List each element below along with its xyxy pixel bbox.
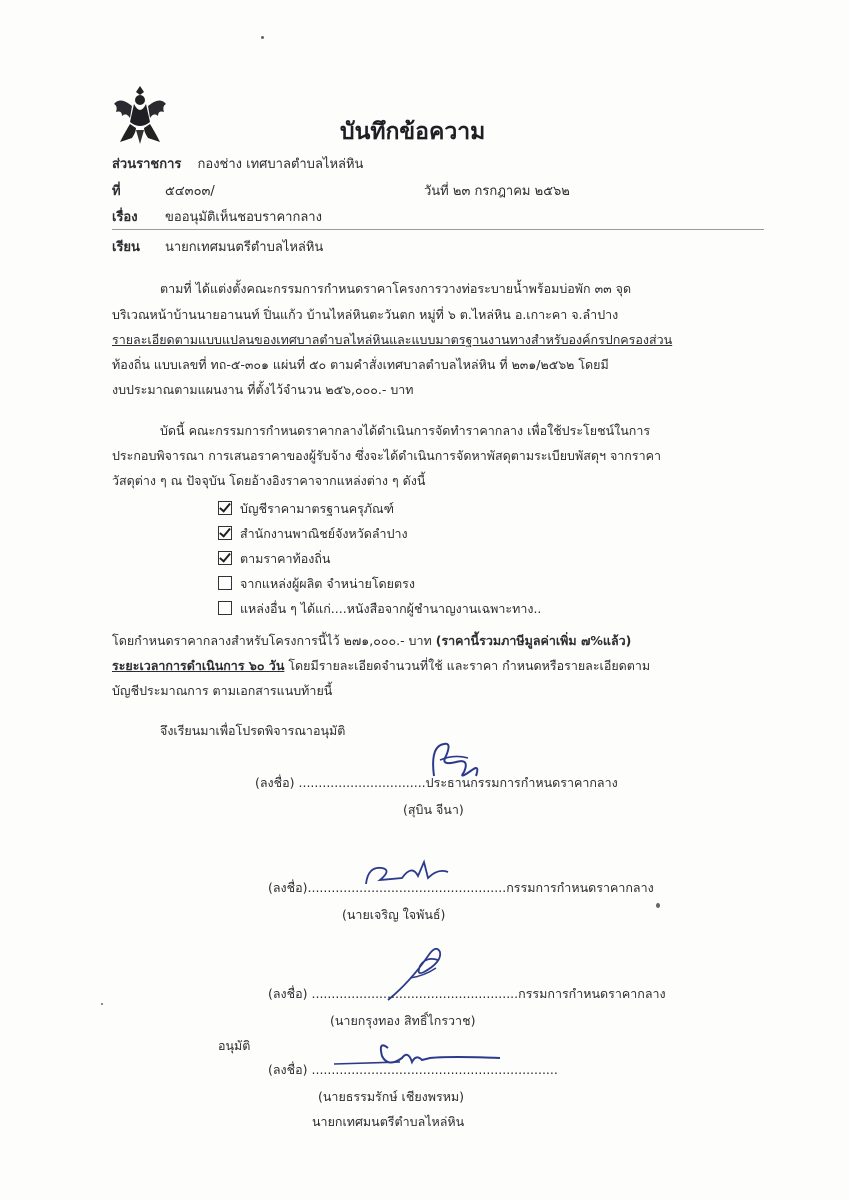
date-value: วันที่ ๒๓ กรกฎาคม ๒๕๖๒: [424, 184, 570, 199]
checkbox[interactable]: [218, 501, 232, 515]
signature-line: [268, 878, 654, 898]
p1-line-3: รายละเอียดตามแบบแปลนของเทศบาลตำบลไหล่หินและแบบมาตรฐานงานทางสำหรับองค์กรปกครองส่วน: [112, 332, 673, 347]
source-item: [218, 549, 330, 569]
closing-text: จึงเรียนมาเพื่อโปรดพิจารณาอนุมัติ: [160, 723, 346, 738]
signer-name: (นายกรุงทอง สิทธิ์ไกรวาช): [330, 1013, 476, 1028]
source-item: [218, 499, 394, 519]
source-item: [218, 599, 541, 619]
subject-label: เรื่อง: [112, 210, 138, 225]
ref-label: ที่: [112, 184, 121, 199]
signer-name: (นายเจริญ ใจพันธ์): [342, 907, 446, 922]
department-row: [112, 153, 363, 174]
scan-speck: [656, 903, 660, 908]
source-label: บัญชีราคามาตรฐานครุภัณฑ์: [240, 501, 395, 516]
p2-line-3: วัสดุต่าง ๆ ณ ปัจจุบัน โดยอ้างอิงราคาจากแหล่งต่าง ๆ ดังนี้: [112, 473, 426, 488]
p3-line-2: [112, 656, 650, 676]
approver-title: นายกเทศมนตรีตำบลไหล่หิน: [312, 1114, 465, 1129]
checkbox[interactable]: [218, 551, 232, 565]
department-value: กองช่าง เทศบาลตำบลไหล่หิน: [197, 157, 364, 172]
ref-value: ๕๔๓๐๓/: [165, 184, 215, 199]
p3-line-3: บัญชีประมาณการ ตามเอกสารแนบท้ายนี้: [112, 683, 333, 698]
scan-speck: [261, 36, 264, 39]
p2-line-2: ประกอบพิจารณา การเสนอราคาของผู้รับจ้าง ซึ่งจะได้ดำเนินการจัดหาพัสดุตามระเบียบพัสดุฯ จากราคา: [112, 448, 661, 463]
signature-line: [255, 773, 618, 793]
signer-role: กรรมการกำหนดราคากลาง: [506, 880, 654, 895]
checkbox[interactable]: [218, 576, 232, 590]
approver-name: (นายธรรมรักษ์ เชียงพรหม): [318, 1089, 465, 1104]
department-label: ส่วนราชการ: [112, 157, 182, 172]
sign-dots: ......................................: [311, 986, 463, 1001]
sign-label: (ลงชื่อ): [268, 880, 308, 895]
memo-title: บันทึกข้อความ: [340, 119, 486, 145]
p1-line-1: ตามที่ ได้แต่งตั้งคณะกรรมการกำหนดราคาโครงการวางท่อระบายน้ำพร้อมบ่อพัก ๓๓ จุด: [160, 281, 632, 296]
p1-line-4: ท้องถิ่น แบบเลขที่ ทถ-๕-๓๐๑ แผ่นที่ ๕๐ ตามคำสั่งเทศบาลตำบลไหล่หิน ที่ ๒๓๑/๒๕๖๒ โดยมี: [112, 357, 609, 372]
sign-dots: ..............................................................: [311, 1062, 558, 1077]
source-label: จากแหล่งผู้ผลิต จำหน่ายโดยตรง: [240, 576, 415, 591]
signature-line: [268, 984, 666, 1004]
source-label: แหล่งอื่น ๆ ได้แก่....หนังสือจากผู้ชำนาญงานเฉพาะทาง..: [240, 601, 542, 616]
subject-value: ขออนุมัติเห็นชอบราคากลาง: [165, 210, 322, 225]
sign-dots: ..............: [370, 775, 426, 790]
sign-label: (ลงชื่อ): [268, 986, 308, 1001]
to-row: [112, 236, 140, 257]
sign-dots: ...........................: [398, 880, 507, 895]
vat-note: (ราคานี้รวมภาษีมูลค่าเพิ่ม ๗%แล้ว): [435, 633, 632, 648]
checkbox[interactable]: [218, 526, 232, 540]
source-label: สำนักงานพาณิชย์จังหวัดลำปาง: [240, 526, 408, 541]
ref-row: [112, 180, 121, 201]
sign-label: (ลงชื่อ): [255, 775, 295, 790]
to-label: เรียน: [112, 240, 140, 255]
duration-text: ระยะเวลาการดำเนินการ ๖๐ วัน: [112, 658, 285, 673]
source-item: [218, 574, 415, 594]
signer-name: (สุบิน จีนา): [403, 802, 464, 817]
approval-label: อนุมัติ: [218, 1038, 251, 1053]
sign-dots: ..............: [462, 986, 519, 1001]
p1-line-2: บริเวณหน้าบ้านนายอานนท์ ปิ่นแก้ว บ้านไหล่หินตะวันตก หมู่ที่ ๖ ต.ไหล่หิน อ.เกาะคา จ.ลำปาง: [112, 307, 619, 322]
p2-line-1: บัดนี้ คณะกรรมการกำหนดราคากลางได้ดำเนินการจัดทำราคากลาง เพื่อใช้ประโยชน์ในการ: [160, 423, 651, 438]
garuda-emblem-icon: [112, 82, 168, 148]
to-value: นายกเทศมนตรีตำบลไหล่หิน: [165, 240, 324, 255]
sign-label: (ลงชื่อ): [268, 1062, 308, 1077]
price-text: โดยกำหนดราคากลางสำหรับโครงการนี้ไว้ ๒๗๑,๐๐๐.- บาท: [112, 633, 436, 648]
sign-dots: .......................: [307, 880, 399, 895]
source-label: ตามราคาท้องถิ่น: [240, 551, 331, 566]
sign-dots: ..................: [298, 775, 371, 790]
header-divider: [112, 229, 764, 230]
signature-line: [268, 1060, 558, 1080]
detail-text: โดยมีรายละเอียดจำนวนที่ใช้ และราคา กำหนดหรือรายละเอียดตาม: [284, 658, 651, 673]
signer-role: ประธานกรรมการกำหนดราคากลาง: [425, 775, 618, 790]
p1-line-5: งบประมาณตามแผนงาน ที่ตั้งไว้จำนวน ๒๕๖,๐๐๐.- บาท: [112, 382, 414, 397]
checkbox[interactable]: [218, 601, 232, 615]
scan-speck: [101, 1003, 103, 1005]
source-item: [218, 524, 408, 544]
signer-role: กรรมการกำหนดราคากลาง: [518, 986, 666, 1001]
p3-line-1: [112, 631, 631, 651]
subject-row: [112, 206, 138, 227]
